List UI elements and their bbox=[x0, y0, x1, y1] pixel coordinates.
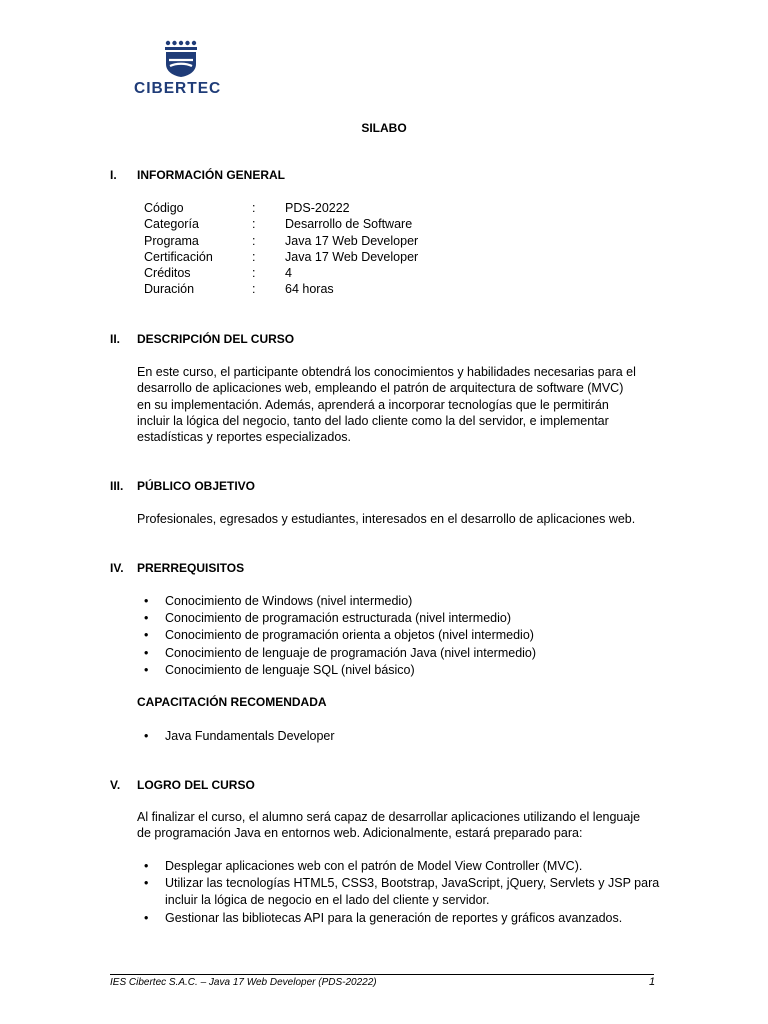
section-number: V. bbox=[110, 778, 121, 792]
description-line: En este curso, el participante obtendrá los conocimientos y habilidades necesarias para el bbox=[137, 365, 636, 379]
info-value: Java 17 Web Developer bbox=[285, 233, 419, 248]
info-row-categoria bbox=[144, 216, 418, 232]
info-value: Desarrollo de Software bbox=[285, 217, 413, 232]
info-label: Programa bbox=[144, 233, 199, 248]
section-number: II. bbox=[110, 332, 121, 346]
info-separator: : bbox=[252, 201, 256, 215]
achievement-line: de programación Java en entornos web. Adicionalmente, estará preparado para: bbox=[137, 826, 583, 841]
page-number: 1 bbox=[649, 976, 656, 988]
info-label: Certificación bbox=[144, 249, 213, 264]
description-line: en su implementación. Además, aprenderá a incorporar tecnologías que le permitirán bbox=[137, 397, 609, 412]
prerequisites-list bbox=[144, 593, 536, 679]
info-separator: : bbox=[252, 266, 256, 281]
section-number: IV. bbox=[110, 561, 124, 575]
info-value: 64 horas bbox=[285, 282, 334, 297]
section-title: INFORMACIÓN GENERAL bbox=[137, 168, 285, 182]
list-item: • Conocimiento de programación orienta a objetos (nivel intermedio) bbox=[144, 627, 536, 644]
info-value: Java 17 Web Developer bbox=[285, 249, 419, 264]
info-label: Duración bbox=[144, 282, 195, 297]
list-item-line: Desplegar aplicaciones web con el patrón de Model View Controller (MVC). bbox=[165, 859, 583, 873]
cibertec-logo bbox=[134, 40, 228, 98]
section-heading-descripcion bbox=[110, 332, 294, 346]
info-separator: : bbox=[252, 249, 256, 264]
info-row-codigo bbox=[144, 200, 418, 216]
recommended-heading: CAPACITACIÓN RECOMENDADA bbox=[137, 695, 327, 709]
footer-text: IES Cibertec S.A.C. – Java 17 Web Developer (PDS-20222) bbox=[110, 977, 377, 988]
section-title: PRERREQUISITOS bbox=[137, 561, 245, 575]
description-line: incluir la lógica del negocio, tanto del lado cliente como la del servidor, e implementar bbox=[137, 413, 609, 428]
description-line: desarrollo de aplicaciones web, empleando el patrón de arquitectura de software (MVC) bbox=[137, 381, 624, 396]
list-item bbox=[144, 875, 659, 909]
list-item: • Conocimiento de Windows (nivel intermedio) bbox=[144, 593, 536, 610]
recommended-list bbox=[144, 728, 335, 745]
audience-paragraph: Profesionales, egresados y estudiantes, interesados en el desarrollo de aplicaciones web. bbox=[137, 512, 636, 526]
general-info-table bbox=[144, 200, 418, 298]
section-title: PÚBLICO OBJETIVO bbox=[137, 479, 256, 493]
shield-crown-icon bbox=[164, 40, 198, 78]
info-label: Créditos bbox=[144, 266, 191, 281]
info-row-certificacion bbox=[144, 249, 418, 265]
info-value: PDS-20222 bbox=[285, 201, 350, 215]
info-separator: : bbox=[252, 217, 256, 232]
info-row-creditos bbox=[144, 265, 418, 281]
list-item-line: incluir la lógica de negocio en el lado del cliente y servidor. bbox=[165, 893, 490, 908]
list-item-line: Gestionar las bibliotecas API para la generación de reportes y gráficos avanzados. bbox=[165, 910, 623, 925]
list-item: • Conocimiento de lenguaje SQL (nivel básico) bbox=[144, 662, 536, 679]
description-line: estadísticas y reportes especializados. bbox=[137, 430, 351, 445]
section-heading-informacion-general bbox=[110, 168, 285, 182]
description-paragraph bbox=[137, 364, 667, 445]
info-label: Categoría bbox=[144, 217, 199, 232]
info-separator: : bbox=[252, 282, 256, 297]
achievement-list bbox=[144, 858, 659, 927]
brand-name: CIBERTEC bbox=[134, 80, 222, 97]
section-heading-logro bbox=[110, 778, 255, 792]
list-item bbox=[144, 910, 659, 927]
info-row-programa bbox=[144, 233, 418, 249]
section-number: III. bbox=[110, 479, 124, 493]
section-title: LOGRO DEL CURSO bbox=[137, 778, 255, 792]
document-title: SILABO bbox=[361, 121, 407, 135]
list-item: • Java Fundamentals Developer bbox=[144, 728, 335, 745]
achievement-intro bbox=[137, 809, 667, 842]
footer-divider bbox=[110, 974, 654, 975]
info-separator: : bbox=[252, 233, 256, 248]
achievement-line: Al finalizar el curso, el alumno será capaz de desarrollar aplicaciones utilizando el lenguaje bbox=[137, 810, 641, 824]
list-item bbox=[144, 858, 659, 875]
list-item: • Conocimiento de lenguaje de programación Java (nivel intermedio) bbox=[144, 645, 536, 662]
section-heading-publico-objetivo bbox=[110, 479, 255, 493]
section-heading-prerrequisitos bbox=[110, 561, 244, 575]
section-number: I. bbox=[110, 168, 117, 182]
info-row-duracion bbox=[144, 281, 418, 297]
list-item: • Conocimiento de programación estructurada (nivel intermedio) bbox=[144, 610, 536, 627]
section-title: DESCRIPCIÓN DEL CURSO bbox=[137, 332, 295, 346]
info-label: Código bbox=[144, 201, 184, 215]
list-item-line: Utilizar las tecnologías HTML5, CSS3, Bootstrap, JavaScript, jQuery, Servlets y JSP para bbox=[165, 876, 660, 891]
info-value: 4 bbox=[285, 266, 292, 281]
